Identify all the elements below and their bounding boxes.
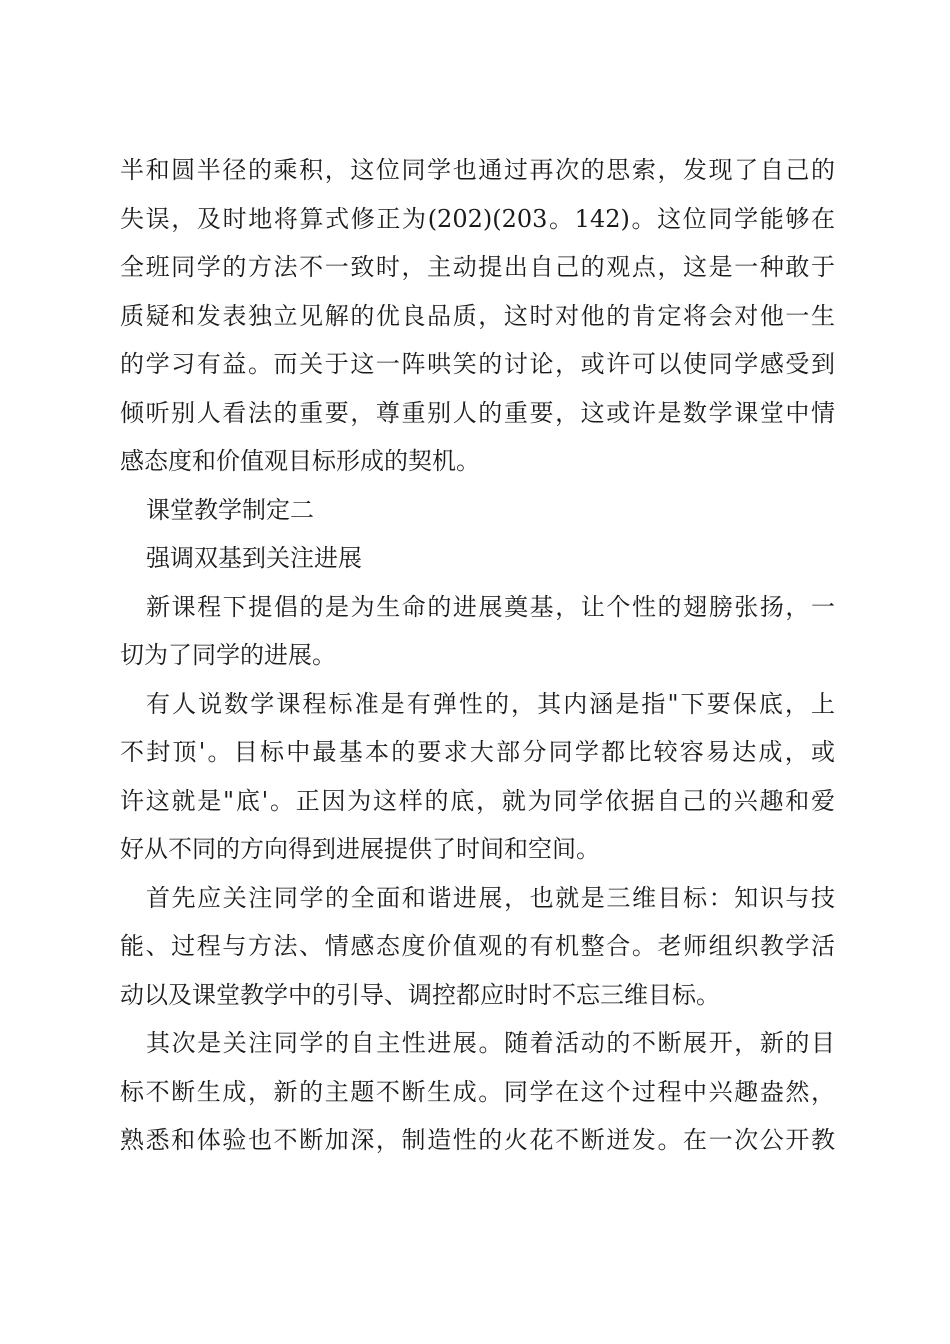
text-line: 许这就是"底'。正因为这样的底，就为同学依据自己的兴趣和爱 <box>120 786 835 815</box>
text-line: 熟悉和体验也不断加深，制造性的火花不断迸发。在一次公开教 <box>120 1126 835 1154</box>
section-heading: 课堂教学制定二 <box>146 495 314 524</box>
paragraph-first-line: 有人说数学课程标准是有弹性的，其内涵是指"下要保底，上 <box>146 689 835 718</box>
document-page <box>120 146 835 1165</box>
text-line: 全班同学的方法不一致时，主动提出自己的观点，这是一种敢于 <box>120 253 835 281</box>
text-line: 失误，及时地将算式修正为(202)(203。142)。这位同学能够在 <box>120 204 835 233</box>
paragraph-first-line: 其次是关注同学的自主性进展。随着活动的不断展开，新的目 <box>146 1029 835 1057</box>
text-line: 标不断生成，新的主题不断生成。同学在这个过程中兴趣盎然， <box>120 1077 835 1106</box>
section-subheading: 强调双基到关注进展 <box>146 544 362 572</box>
text-line: 的学习有益。而关于这一阵哄笑的讨论，或许可以使同学感受到 <box>120 350 835 378</box>
paragraph-first-line: 首先应关注同学的全面和谐进展，也就是三维目标：知识与技 <box>146 883 835 912</box>
paragraph-first-line: 新课程下提倡的是为生命的进展奠基，让个性的翅膀张扬，一 <box>146 592 835 621</box>
text-line: 倾听别人看法的重要，尊重别人的重要，这或许是数学课堂中情 <box>120 398 835 427</box>
text-line: 半和圆半径的乘积，这位同学也通过再次的思索，发现了自己的 <box>120 156 835 184</box>
text-line: 好从不同的方向得到进展提供了时间和空间。 <box>120 835 600 863</box>
text-line: 动以及课堂教学中的引导、调控都应时时不忘三维目标。 <box>120 980 720 1009</box>
text-line: 不封顶'。目标中最基本的要求大部分同学都比较容易达成，或 <box>120 738 835 766</box>
text-line: 质疑和发表独立见解的优良品质，这时对他的肯定将会对他一生 <box>120 301 835 330</box>
text-line: 能、过程与方法、情感态度价值观的有机整合。老师组织教学活 <box>120 932 835 960</box>
text-line: 感态度和价值观目标形成的契机。 <box>120 447 480 475</box>
text-line: 切为了同学的进展。 <box>120 641 336 669</box>
